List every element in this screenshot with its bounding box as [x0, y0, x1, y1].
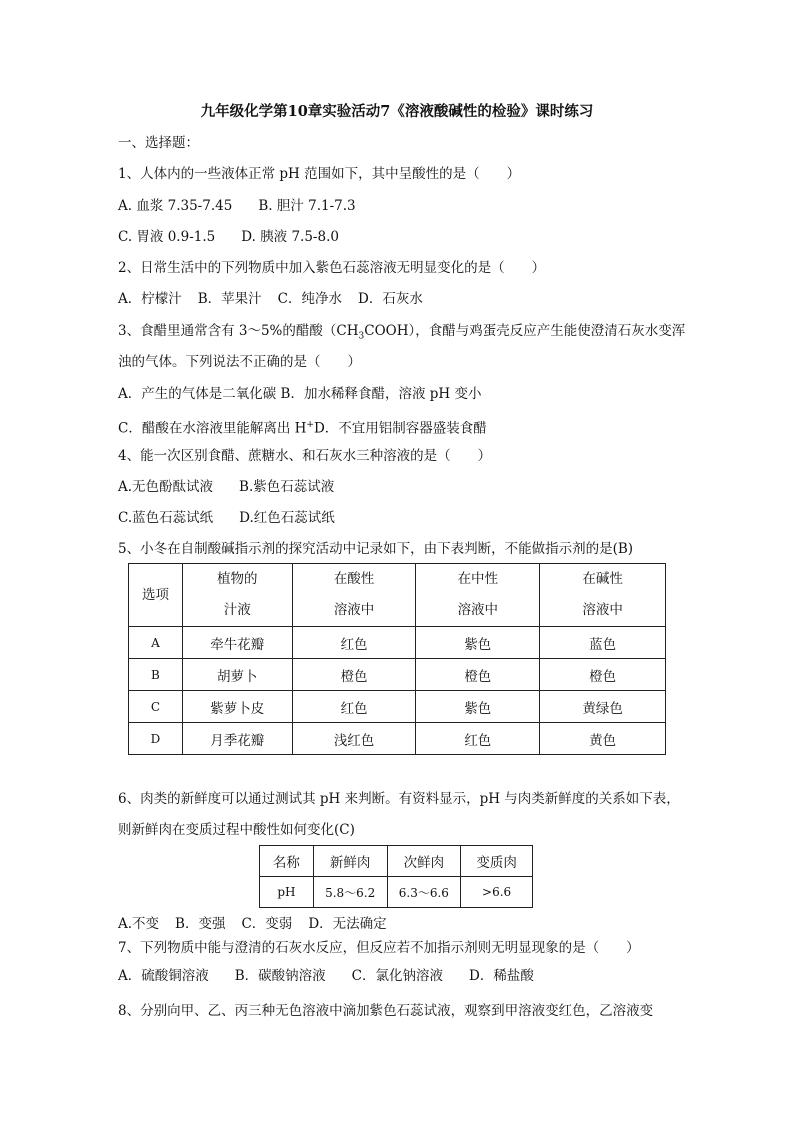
q7-stem: 7、下列物质中能与澄清的石灰水反应，但反应若不加指示剂则无明显现象的是（ ）: [118, 940, 640, 956]
table-cell: 蓝色: [540, 627, 666, 659]
q7-option-a: A．硫酸铜溶液: [118, 968, 209, 984]
q6-option-c: C．变弱: [241, 916, 293, 932]
q6-options: [118, 914, 387, 934]
q3-stem-part2: COOH），食醋与鸡蛋壳反应产生能使澄清石灰水变浑: [364, 323, 686, 339]
header-text: 在酸性: [333, 571, 375, 587]
header-acidic: [292, 564, 416, 627]
table-cell: B: [129, 659, 183, 691]
q1-options-row2: [118, 227, 339, 247]
table-cell: 橙色: [416, 659, 540, 691]
table-cell: 6.3～6.6: [387, 877, 461, 908]
q1-options-row1: [118, 196, 356, 216]
table-cell: >6.6: [461, 877, 533, 908]
table-row: [260, 877, 533, 908]
q3-stem-line1: [118, 321, 685, 347]
header-basic: [540, 564, 666, 627]
q6-option-d: D．无法确定: [308, 916, 387, 932]
table-header-cell: 新鲜肉: [313, 846, 387, 877]
table-header-cell: 变质肉: [461, 846, 533, 877]
header-plant-juice: [182, 564, 292, 627]
q4-option-b: B.紫色石蕊试液: [239, 479, 335, 495]
table-cell: D: [129, 723, 183, 755]
q3-option-c: C．醋酸在水溶液里能解离出 H: [118, 420, 307, 437]
header-text: 在碱性: [582, 571, 623, 587]
q4-options-row2: [118, 508, 335, 528]
q5-stem: 5、小冬在自制酸碱指示剂的探究活动中记录如下，由下表判断，不能做指示剂的是(B): [118, 541, 634, 557]
header-neutral: [416, 564, 540, 627]
table-row: [129, 691, 666, 723]
q4-option-a: A.无色酚酞试液: [118, 479, 214, 495]
q3-options-ab: A．产生的气体是二氧化碳 B．加水稀释食醋，溶液 pH 变小: [118, 386, 482, 402]
table-header-cell: 名称: [260, 846, 314, 877]
table-row: [129, 627, 666, 659]
q7-option-c: C．氯化钠溶液: [351, 968, 444, 984]
table-cell: 紫色: [416, 691, 540, 723]
page-title: 九年级化学第10章实验活动7《溶液酸碱性的检验》课时练习: [200, 103, 594, 120]
table-cell: 橙色: [292, 659, 416, 691]
table-cell: 红色: [416, 723, 540, 755]
table-cell: 浅红色: [292, 723, 416, 755]
q4-option-c: C.蓝色石蕊试纸: [118, 510, 214, 526]
q2-option-c: C．纯净水: [277, 291, 343, 307]
q3-superscript: +: [306, 420, 314, 430]
q3-option-d: D．不宜用铝制容器盛装食醋: [313, 420, 487, 437]
section-heading: 一、选择题：: [118, 135, 199, 151]
header-text: 选项: [141, 586, 169, 603]
table-cell: 牵牛花瓣: [182, 627, 292, 659]
table-header-row: [129, 564, 666, 627]
q2-option-b: B．苹果汁: [197, 291, 262, 307]
table-cell: 黄色: [540, 723, 666, 755]
header-text: 溶液中: [582, 602, 623, 618]
table-cell: 5.8～6.2: [313, 877, 387, 908]
q4-options-row1: [118, 477, 334, 497]
table-cell: 红色: [292, 691, 416, 723]
table-cell: 紫色: [416, 627, 540, 659]
q3-subscript: 3: [358, 331, 365, 342]
q3-options-cd: [118, 415, 487, 439]
q6-option-b: B．变强: [175, 916, 226, 932]
q4-stem: 4、能一次区别食醋、蔗糖水、和石灰水三种溶液的是（ ）: [118, 448, 492, 464]
q7-option-b: B．碳酸钠溶液: [234, 968, 326, 984]
q6-stem-line2: 则新鲜肉在变质过程中酸性如何变化(C): [118, 822, 355, 838]
indicator-table: [128, 563, 666, 755]
q1-option-c: C. 胃液 0.9-1.5: [118, 229, 216, 245]
meat-ph-table: [259, 845, 533, 908]
q1-option-a: A. 血浆 7.35-7.45: [118, 198, 233, 214]
q6-option-a: A.不变: [118, 916, 160, 932]
q2-option-d: D．石灰水: [358, 291, 423, 307]
table-cell: 红色: [292, 627, 416, 659]
q3-stem-line2: 浊的气体。下列说法不正确的是（ ）: [118, 354, 361, 370]
table-cell: 胡萝卜: [182, 659, 292, 691]
q3-stem-part1: 3、食醋里通常含有 3～5%的醋酸（CH: [118, 323, 359, 339]
q2-option-a: A．柠檬汁: [118, 291, 182, 307]
table-cell: 橙色: [540, 659, 666, 691]
q1-option-d: D. 胰液 7.5-8.0: [241, 229, 339, 245]
q8-stem: 8、分别向甲、乙、丙三种无色溶液中滴加紫色石蕊试液，观察到甲溶液变红色，乙溶液变: [118, 1003, 654, 1019]
table-cell: pH: [260, 877, 314, 908]
table-cell: 紫萝卜皮: [182, 691, 292, 723]
table-cell: 黄绿色: [540, 691, 666, 723]
q2-options: [118, 289, 423, 309]
header-text: 溶液中: [333, 602, 375, 618]
header-text: 汁液: [223, 602, 251, 618]
table-cell: 月季花瓣: [182, 723, 292, 755]
table-cell: A: [129, 627, 183, 659]
q1-option-b: B. 胆汁 7.1-7.3: [258, 198, 356, 214]
header-option: [129, 564, 183, 627]
header-text: 植物的: [217, 571, 258, 587]
q7-option-d: D．稀盐酸: [469, 968, 534, 984]
q7-options: [118, 966, 534, 986]
q6-stem-line1: 6、肉类的新鲜度可以通过测试其 pH 来判断。有资料显示，pH 与肉类新鲜度的关系如下表，: [118, 791, 680, 807]
table-header-cell: 次鲜肉: [387, 846, 461, 877]
q1-stem: 1、人体内的一些液体正常 pH 范围如下，其中呈酸性的是（ ）: [118, 166, 521, 182]
q4-option-d: D.红色石蕊试纸: [239, 510, 335, 526]
q2-stem: 2、日常生活中的下列物质中加入紫色石蕊溶液无明显变化的是（ ）: [118, 260, 546, 276]
header-text: 溶液中: [457, 602, 499, 618]
table-row: [129, 723, 666, 755]
header-text: 在中性: [457, 571, 499, 587]
table-cell: C: [129, 691, 183, 723]
table-header-row: [260, 846, 533, 877]
table-row: [129, 659, 666, 691]
